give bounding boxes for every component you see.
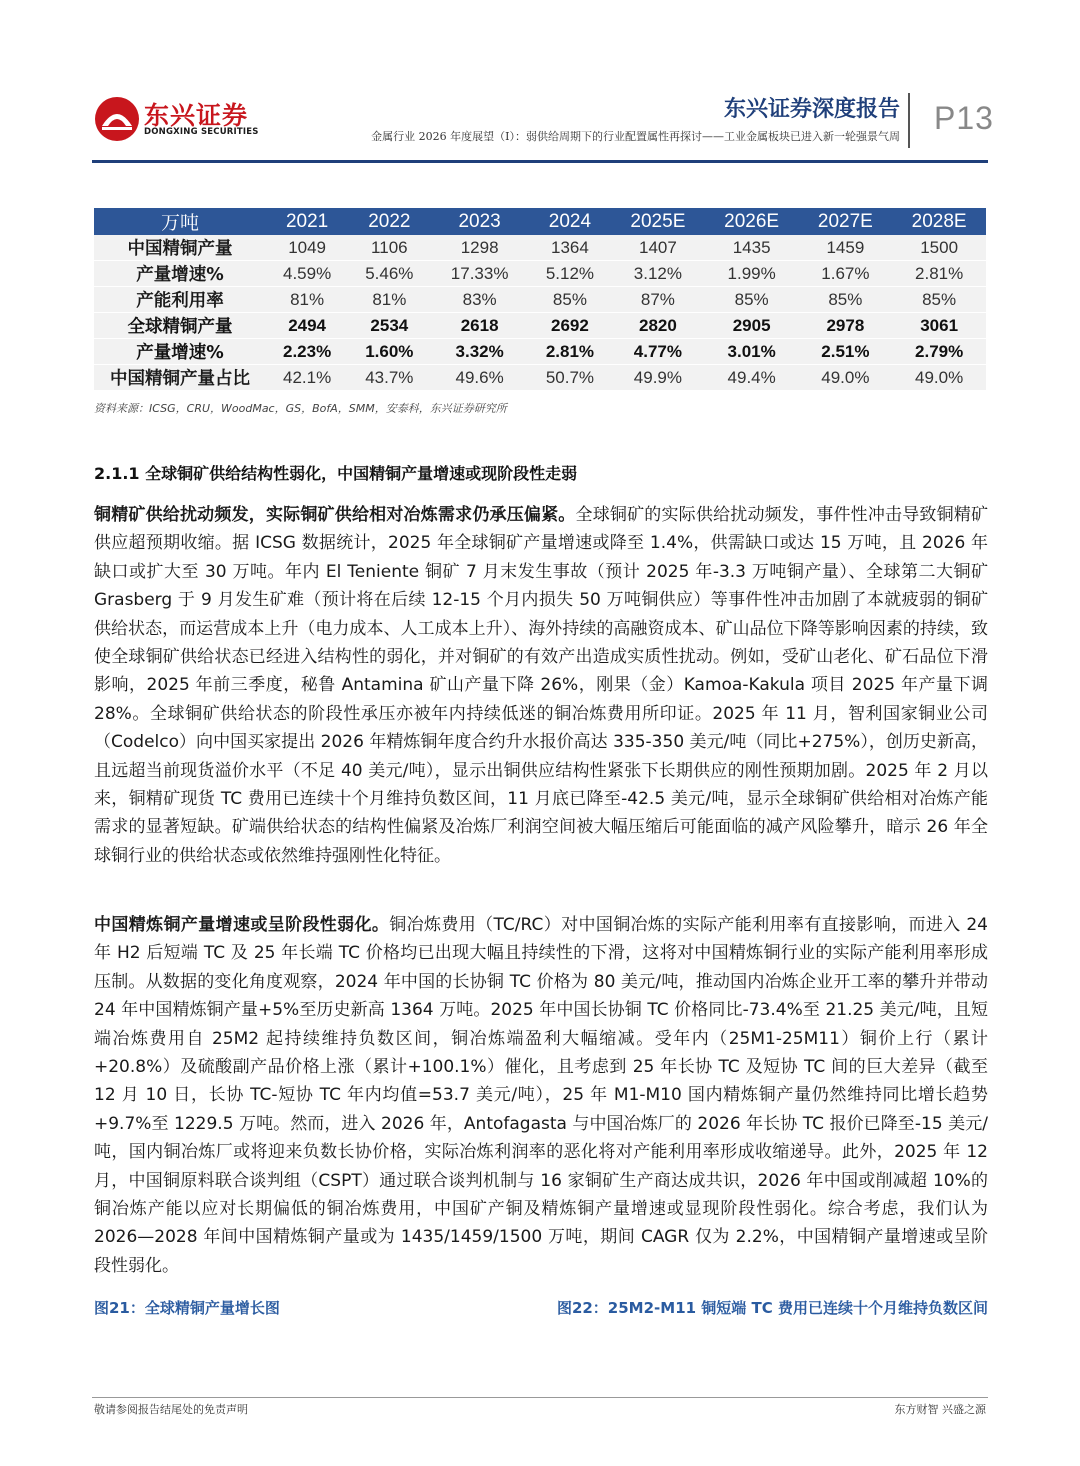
page-number: P13	[934, 100, 994, 136]
table-cell: 1407	[611, 235, 705, 261]
table-cell: 81%	[266, 287, 348, 313]
table-header-cell: 2025E	[611, 208, 705, 235]
table-header-cell: 2026E	[705, 208, 799, 235]
table-cell: 49.0%	[799, 365, 893, 391]
table-cell: 85%	[529, 287, 611, 313]
table-cell: 1106	[348, 235, 430, 261]
table-cell: 5.46%	[348, 261, 430, 287]
table-cell: 49.4%	[705, 365, 799, 391]
table-cell: 2.51%	[799, 339, 893, 365]
table-header-cell: 2021	[266, 208, 348, 235]
row-label: 产量增速%	[94, 339, 266, 365]
header-rule	[92, 160, 988, 163]
table-cell: 2978	[799, 313, 893, 339]
table-cell: 2618	[430, 313, 528, 339]
table-cell: 2.81%	[892, 261, 986, 287]
table-header-cell: 2027E	[799, 208, 893, 235]
table-row	[94, 261, 986, 287]
table-cell: 1.67%	[799, 261, 893, 287]
copper-production-table	[94, 208, 986, 391]
row-label: 中国精铜产量	[94, 235, 266, 261]
table-cell: 2905	[705, 313, 799, 339]
row-label: 产量增速%	[94, 261, 266, 287]
table-header-cell: 2024	[529, 208, 611, 235]
paragraph-supply	[94, 501, 988, 870]
table-cell: 49.6%	[430, 365, 528, 391]
table-cell: 1298	[430, 235, 528, 261]
table-cell: 1.60%	[348, 339, 430, 365]
table-cell: 2.79%	[892, 339, 986, 365]
table-cell: 1049	[266, 235, 348, 261]
table-cell: 3.12%	[611, 261, 705, 287]
row-label: 产能利用率	[94, 287, 266, 313]
table-cell: 85%	[892, 287, 986, 313]
company-logo	[94, 96, 259, 144]
table-cell: 81%	[348, 287, 430, 313]
table-cell: 42.1%	[266, 365, 348, 391]
table-header-cell: 2023	[430, 208, 528, 235]
figure-21-caption: 图21：全球精铜产量增长图	[94, 1299, 280, 1317]
table-cell: 2820	[611, 313, 705, 339]
page-header	[0, 0, 1080, 170]
report-subtitle: 金属行业 2026 年度展望（Ⅰ）：弱供给周期下的行业配置属性再探讨——工业金属板块已进入新一轮强景气周	[371, 130, 900, 143]
table-header-cell: 万吨	[94, 208, 266, 235]
figure-22-caption: 图22：25M2-M11 铜短端 TC 费用已连续十个月维持负数区间	[556, 1299, 988, 1317]
table-source-note: 资料来源：ICSG，CRU，WoodMac，GS，BofA，SMM，安泰科，东兴证券研究所	[94, 402, 507, 415]
table-cell: 49.0%	[892, 365, 986, 391]
table-cell: 3.01%	[705, 339, 799, 365]
table-header-cell: 2028E	[892, 208, 986, 235]
section-heading: 2.1.1 全球铜矿供给结构性弱化，中国精铜产量增速或现阶段性走弱	[94, 464, 578, 483]
table-cell: 1459	[799, 235, 893, 261]
report-title: 东兴证券深度报告	[723, 97, 900, 122]
table-cell: 3061	[892, 313, 986, 339]
table-row	[94, 287, 986, 313]
table-row	[94, 365, 986, 391]
paragraph-lead: 中国精炼铜产量增速或呈阶段性弱化。	[94, 915, 390, 935]
table-header-cell: 2022	[348, 208, 430, 235]
table-cell: 85%	[799, 287, 893, 313]
paragraph-body: 铜冶炼费用（TC/RC）对中国铜冶炼的实际产能利用率有直接影响，而进入 24 年 H2 后短端 TC 及 25 年长端 TC 价格均已出现大幅且持续性的下滑，这将对中国精炼铜行业的实际产能利用率形成压制。从数据的变化角度观察，2024 年中国的长协铜 TC 价格为 80 美元/吨，推动国内冶炼企业开工率的攀升并带动 24 年中国精炼铜产量+5%至历史新高 1364 万吨。2025 年中国长协铜 TC 价格同比-73.4%至 21.25 美元/吨，且短端冶炼费用自 25M2 起持续维持负数区间，铜冶炼端盈利大幅缩减。受年内（25M1-25M11）铜价上行（累计+20.8%）及硫酸副产品价格上涨（累计+100.1%）催化，且考虑到 25 年长协 TC 及短协 TC 间的巨大差异（截至 12 月 10 日，长协 TC-短协 TC 年内均值=53.7 美元/吨），25 年 M1-M10 国内精炼铜产量仍然维持同比增长趋势+9.7%至 1229.5 万吨。然而，进入 2026 年，Antofagasta 与中国冶炼厂的 2026 年长协 TC 报价已降至-15 美元/吨，国内铜冶炼厂或将迎来负数长协价格，实际冶炼利润率的恶化将对产能利用率形成收缩递导。此外，2025 年 12 月，中国铜原料联合谈判组（CSPT）通过联合谈判机制与 16 家铜矿生产商达成共识，2026 年中国或削减超 10%的铜冶炼产能以应对长期偏低的铜冶炼费用，中国矿产铜及精炼铜产量增速或显现阶段性弱化。综合考虑，我们认为 2026—2028 年间中国精炼铜产量或为 1435/1459/1500 万吨，期间 CAGR 仅为 2.2%，中国精铜产量增速或呈阶段性弱化。	[94, 915, 988, 1276]
table-cell: 85%	[705, 287, 799, 313]
table-cell: 43.7%	[348, 365, 430, 391]
table-cell: 4.77%	[611, 339, 705, 365]
table-cell: 5.12%	[529, 261, 611, 287]
table-cell: 17.33%	[430, 261, 528, 287]
table-header-row	[94, 208, 986, 235]
table-cell: 3.32%	[430, 339, 528, 365]
paragraph-lead: 铜精矿供给扰动频发，实际铜矿供给相对冶炼需求仍承压偏紧。	[94, 505, 576, 525]
table-cell: 87%	[611, 287, 705, 313]
logo-en-text: DONGXING SECURITIES	[144, 127, 259, 137]
table-cell: 49.9%	[611, 365, 705, 391]
logo-cn-text: 东兴证券	[144, 101, 249, 130]
table-cell: 1435	[705, 235, 799, 261]
table-row	[94, 235, 986, 261]
table-row	[94, 313, 986, 339]
logo-mark-icon	[94, 96, 140, 142]
table-cell: 1500	[892, 235, 986, 261]
table-cell: 50.7%	[529, 365, 611, 391]
table-cell: 1.99%	[705, 261, 799, 287]
table-cell: 4.59%	[266, 261, 348, 287]
footer-rule	[92, 1397, 988, 1398]
footer-disclaimer: 敬请参阅报告结尾处的免责声明	[94, 1403, 248, 1416]
paragraph-body: 全球铜矿的实际供给扰动频发，事件性冲击导致铜精矿供应超预期收缩。据 ICSG 数据统计，2025 年全球铜矿产量增速或降至 1.4%，供需缺口或达 15 万吨，且 2026 年缺口或扩大至 30 万吨。年内 El Teniente 铜矿 7 月末发生事故（预计 2025 年-3.3 万吨铜产量）、全球第二大铜矿 Grasberg 于 9 月发生矿难（预计将在后续 12-15 个月内损失 50 万吨铜供应）等事件性冲击加剧了本就疲弱的铜矿供给状态，而运营成本上升（电力成本、人工成本上升）、海外持续的高融资成本、矿山品位下降等影响因素的持续，致使全球铜矿供给状态已经进入结构性的弱化，并对铜矿的有效产出造成实质性扰动。例如，受矿山老化、矿石品位下滑影响，2025 年前三季度，秘鲁 Antamina 矿山产量下降 26%，刚果（金）Kamoa-Kakula 项目 2025 年产量下调 28%。全球铜矿供给状态的阶段性承压亦被年内持续低迷的铜冶炼费用所印证。2025 年 11 月，智利国家铜业公司（Codelco）向中国买家提出 2026 年精炼铜年度合约升水报价高达 335-350 美元/吨（同比+275%），创历史新高，且远超当前现货溢价水平（不足 40 美元/吨），显示出铜供应结构性紧张下长期供应的刚性预期加剧。2025 年 2 月以来，铜精矿现货 TC 费用已连续十个月维持负数区间，11 月底已降至-42.5 美元/吨，显示全球铜矿供给相对冶炼产能需求的显著短缺。矿端供给状态的结构性偏紧及冶炼厂利润空间被大幅压缩后可能面临的减产风险攀升，暗示 26 年全球铜行业的供给状态或依然维持强刚性化特征。	[94, 505, 989, 866]
table-cell: 2494	[266, 313, 348, 339]
row-label: 中国精铜产量占比	[94, 365, 266, 391]
table-cell: 2.81%	[529, 339, 611, 365]
header-divider	[908, 93, 910, 148]
table-cell: 83%	[430, 287, 528, 313]
footer-slogan: 东方财智 兴盛之源	[894, 1403, 986, 1416]
table-cell: 2.23%	[266, 339, 348, 365]
table-cell: 1364	[529, 235, 611, 261]
row-label: 全球精铜产量	[94, 313, 266, 339]
table-cell: 2534	[348, 313, 430, 339]
table-cell: 2692	[529, 313, 611, 339]
table-row	[94, 339, 986, 365]
paragraph-production	[94, 911, 988, 1280]
